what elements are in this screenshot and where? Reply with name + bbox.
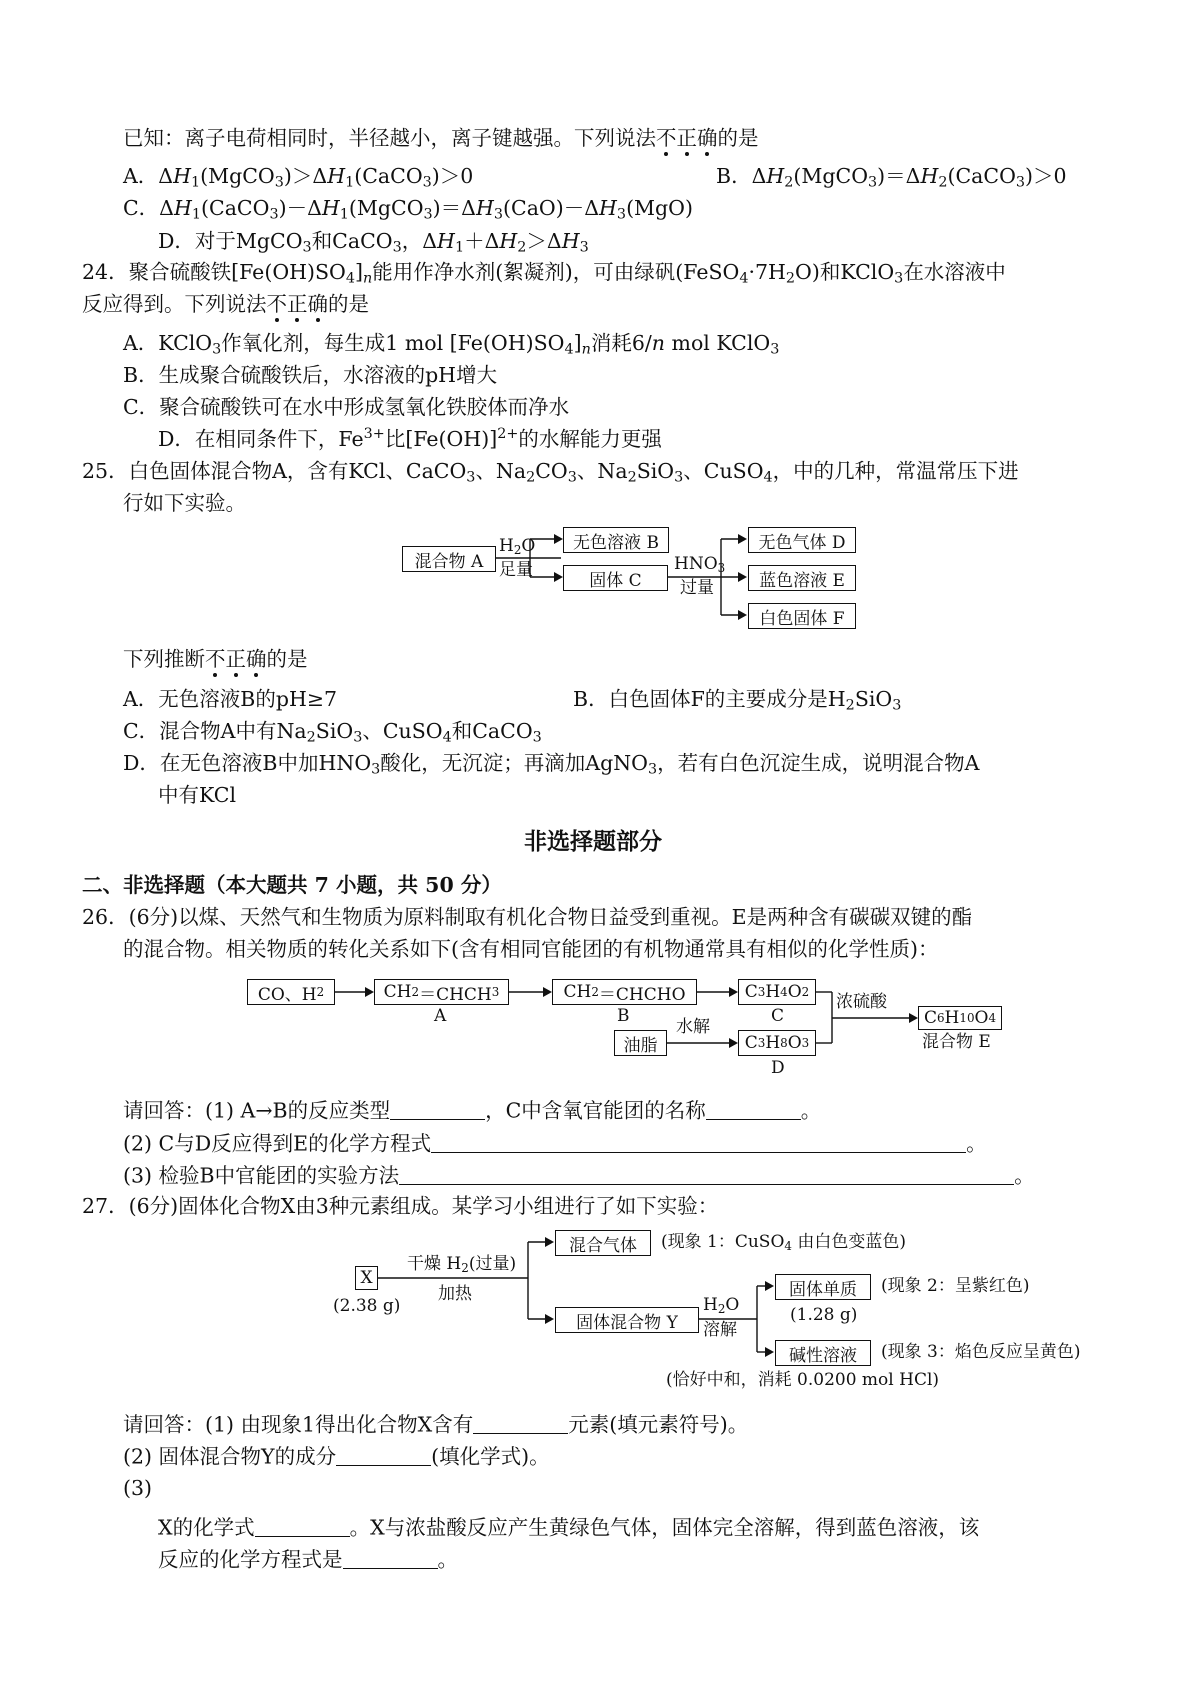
q24-stem-line2: 反应得到。下列说法不正确的是 bbox=[82, 292, 369, 316]
q26-label-d: D bbox=[771, 1058, 785, 1078]
q25-condition-excess-2: 过量 bbox=[680, 578, 714, 598]
q25-box-solid-c: 固体 C bbox=[563, 565, 668, 591]
answer-blank bbox=[473, 1414, 568, 1434]
q26-stem-line2: 的混合物。相关物质的转化关系如下(含有相同官能团的有机物通常具有相似的化学性质)： bbox=[123, 937, 939, 961]
q26-label-c: C bbox=[771, 1006, 785, 1026]
q27-ask-3-line2: 反应的化学方程式是 。 bbox=[158, 1547, 458, 1572]
q27-ask-2: (2) 固体混合物Y的成分 (填化学式)。 bbox=[123, 1444, 550, 1469]
q26-label-hydrolysis: 水解 bbox=[676, 1017, 710, 1037]
q27-condition-heat: 加热 bbox=[438, 1284, 472, 1304]
q25-prompt: 下列推断不正确的是 bbox=[123, 647, 308, 671]
q25-reagent-water: $H_2O$ bbox=[499, 536, 536, 557]
q25-box-mixture-a: 混合物 A bbox=[402, 546, 496, 572]
q27-phenomenon-3: (现象 3：焰色反应呈黄色) bbox=[881, 1342, 1081, 1362]
q26-box-fat: 油脂 bbox=[614, 1030, 667, 1056]
q26-label-b: B bbox=[617, 1006, 630, 1026]
q27-ask-3-line1: X的化学式 。X与浓盐酸反应产生黄绿色气体，固体完全溶解，得到蓝色溶液，该 bbox=[158, 1515, 980, 1540]
q23-option-c: C．$\Delta H_1(CaCO_3)-\Delta H_1(MgCO_3)=\Delta H_3(CaO)-\Delta H_3(MgO)$ bbox=[123, 196, 693, 223]
q23-intro: 已知：离子电荷相同时，半径越小，离子键越强。下列说法不正确的是 bbox=[123, 126, 759, 150]
q27-reagent-water: $H_2O$ bbox=[703, 1295, 740, 1316]
q26-ask-3: (3) 检验B中官能团的实验方法 。 bbox=[123, 1163, 1035, 1188]
q25-stem-line2: 行如下实验。 bbox=[123, 491, 246, 515]
q27-neutralization-note: (恰好中和，消耗 0.0200 mol HCl) bbox=[666, 1370, 940, 1390]
q25-option-a: A．无色溶液B的pH≥7 bbox=[123, 687, 338, 711]
q26-label-conc-sulfuric-acid: 浓硫酸 bbox=[836, 992, 887, 1012]
q25-option-b: B．白色固体F的主要成分是$H_2SiO_3$ bbox=[573, 687, 902, 714]
q25-box-solid-f: 白色固体 F bbox=[748, 603, 856, 629]
q26-label-e: 混合物 E bbox=[922, 1032, 991, 1052]
answer-blank bbox=[343, 1549, 438, 1569]
q25-box-solution-b: 无色溶液 B bbox=[563, 527, 669, 553]
q27-ask-1: 请回答：(1) 由现象1得出化合物X含有 元素(填元素符号)。 bbox=[123, 1412, 749, 1437]
q27-box-alkaline-solution: 碱性溶液 bbox=[775, 1340, 871, 1366]
q25-reagent-nitric-acid: $HNO_3$ bbox=[674, 554, 726, 575]
q24-option-d: D．在相同条件下，$Fe^{3+}$比$[Fe(OH)]^{2+}$的水解能力更强 bbox=[158, 426, 662, 451]
q25-condition-excess: 足量 bbox=[499, 560, 533, 580]
q27-stem-line1: 27．(6分)固体化合物X由3种元素组成。某学习小组进行了如下实验： bbox=[82, 1194, 719, 1218]
q26-box-b: CH 2 ＝CHCHO bbox=[552, 979, 697, 1005]
q27-mass-x: (2.38 g) bbox=[333, 1296, 401, 1316]
q27-ask-3-label: (3) bbox=[123, 1476, 153, 1500]
q27-mass-metal: (1.28 g) bbox=[790, 1305, 858, 1325]
q26-box-e: C 6 H 10 O 4 bbox=[918, 1006, 1002, 1030]
q26-ask-1: 请回答：(1) A→B的反应类型 ，C中含氧官能团的名称 。 bbox=[123, 1098, 822, 1123]
q25-box-solution-e: 蓝色溶液 E bbox=[748, 565, 856, 591]
section-title: 非选择题部分 bbox=[524, 829, 662, 855]
q24-stem-line1: 24．聚合硫酸铁$[Fe(OH)SO_4]_n$能用作净水剂(絮凝剂)，可由绿矾$(FeSO_4\cdot 7H_2O)$和KClO$_3$在水溶液中 bbox=[82, 260, 1006, 287]
q26-stem-line1: 26．(6分)以煤、天然气和生物质为原料制取有机化合物日益受到重视。E是两种含有碳碳双键的酯 bbox=[82, 905, 973, 929]
q27-box-solid-y: 固体混合物 Y bbox=[555, 1307, 699, 1333]
q24-option-c: C．聚合硫酸铁可在水中形成氢氧化铁胶体而净水 bbox=[123, 395, 570, 419]
q26-ask-2: (2) C与D反应得到E的化学方程式 。 bbox=[123, 1131, 987, 1156]
q26-box-d: C 3 H 8 O 3 bbox=[738, 1030, 816, 1056]
q26-box-c: C 3 H 4 O 2 bbox=[738, 979, 816, 1005]
q25-option-c: C．混合物A中有$Na_2SiO_3$、CuSO$_4$和CaCO$_3$ bbox=[123, 719, 542, 746]
q27-box-x: X bbox=[355, 1266, 378, 1290]
q25-option-d-line1: D．在无色溶液B中加$HNO_3$酸化，无沉淀；再滴加AgNO$_3$，若有白色沉淀生成，说明混合物A bbox=[123, 751, 980, 778]
q24-option-a: A．KClO$_3$作氧化剂，每生成1 mol $[Fe(OH)SO_4]_n$消耗6/n mol KClO$_3$ bbox=[123, 331, 780, 358]
q27-box-metal: 固体单质 bbox=[775, 1274, 871, 1300]
q25-option-d-line2: 中有KCl bbox=[158, 783, 237, 807]
q27-condition-hydrogen: 干燥 $H_2$(过量) bbox=[407, 1254, 517, 1275]
q24-option-b: B．生成聚合硫酸铁后，水溶液的pH增大 bbox=[123, 363, 498, 387]
q23-option-b: B．$\Delta H_2(MgCO_3)=\Delta H_2(CaCO_3)>0$ bbox=[716, 164, 1067, 191]
q23-option-a: A．$\Delta H_1(MgCO_3)>\Delta H_1(CaCO_3)>0$ bbox=[123, 164, 474, 191]
q25-stem-line1: 25．白色固体混合物A，含有KCl、CaCO$_3$、$Na_2CO_3$、$Na_2SiO_3$、CuSO$_4$，中的几种，常温常压下进 bbox=[82, 459, 1019, 486]
q23-option-d: D．对于MgCO$_3$和CaCO$_3$，$\Delta H_1+\Delta H_2>\Delta H_3$ bbox=[158, 229, 589, 256]
q27-phenomenon-2: (现象 2：呈紫红色) bbox=[881, 1276, 1030, 1296]
q26-box-syngas: CO、H 2 bbox=[247, 979, 335, 1005]
q27-box-gas-mixture: 混合气体 bbox=[555, 1230, 651, 1256]
part2-heading: 二、非选择题（本大题共 7 小题，共 50 分） bbox=[82, 873, 502, 897]
q25-box-gas-d: 无色气体 D bbox=[748, 527, 856, 553]
answer-blank bbox=[255, 1517, 350, 1537]
q27-phenomenon-1: (现象 1：CuSO$_4$ 由白色变蓝色) bbox=[661, 1232, 907, 1253]
q26-box-a: CH 2 ＝CHCH 3 bbox=[374, 979, 509, 1005]
q27-condition-dissolve: 溶解 bbox=[703, 1320, 737, 1340]
q26-label-a: A bbox=[434, 1006, 447, 1026]
answer-blank bbox=[336, 1446, 431, 1466]
